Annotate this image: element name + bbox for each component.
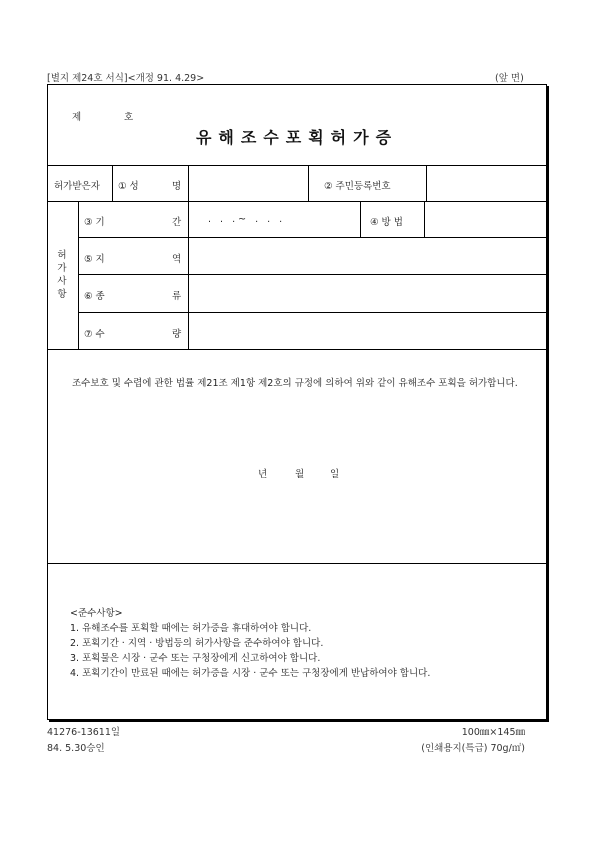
form-code: 41276-13611일 <box>47 727 121 738</box>
divider-line <box>48 165 546 166</box>
quantity-label: ⑦ 수 <box>84 329 105 340</box>
divider-line <box>426 165 427 201</box>
number-label-ho: 호 <box>124 112 134 123</box>
species-label-suffix: 류 <box>172 291 182 302</box>
area-label-suffix: 역 <box>172 254 182 265</box>
notes-item: 3. 포획물은 시장 · 군수 또는 구청장에게 신고하여야 합니다. <box>70 653 321 664</box>
resident-number-field[interactable] <box>431 171 541 197</box>
method-label: ④ 방 법 <box>370 217 403 228</box>
notes-heading: <준수사항> <box>70 608 123 619</box>
divider-line <box>188 201 189 349</box>
number-label-je: 제 <box>72 112 82 123</box>
holder-section-label: 허가받은자 <box>54 181 100 192</box>
notes-item: 4. 포획기간이 만료된 때에는 허가증을 시장 · 군수 또는 구청장에게 반납하여야 합니다. <box>70 668 431 679</box>
date-year-label: 년 <box>258 469 268 480</box>
period-label-suffix: 간 <box>172 217 182 228</box>
permit-section-label: 허가사항 <box>57 250 67 300</box>
compliance-notes <box>70 606 540 681</box>
paper-size: 100㎜×145㎜ <box>461 727 525 738</box>
quantity-label-suffix: 량 <box>172 329 182 340</box>
divider-line <box>424 201 425 237</box>
divider-line <box>78 237 546 238</box>
divider-line <box>78 312 546 313</box>
species-label: ⑥ 종 <box>84 291 105 302</box>
permit-form <box>47 84 547 720</box>
divider-line <box>308 165 309 201</box>
divider-line <box>112 165 113 201</box>
resident-number-label: ② 주민등록번호 <box>324 181 391 192</box>
quantity-field[interactable] <box>193 318 541 344</box>
date-day-label: 일 <box>330 469 340 480</box>
notes-item: 1. 유해조수를 포획할 때에는 허가증을 휴대하여야 합니다. <box>70 623 312 634</box>
divider-line <box>78 201 79 349</box>
species-field[interactable] <box>193 280 541 306</box>
method-field[interactable] <box>429 207 541 233</box>
divider-line <box>78 274 546 275</box>
divider-line <box>188 165 189 201</box>
area-field[interactable] <box>193 243 541 269</box>
form-number-header: [별지 제24호 서식]<개정 91. 4.29> <box>47 73 205 84</box>
name-label: ① 성 <box>118 181 139 192</box>
area-label: ⑤ 지 <box>84 254 105 265</box>
period-label: ③ 기 <box>84 217 105 228</box>
front-side-label: (앞 면) <box>495 73 524 84</box>
permit-statement: 조수보호 및 수렵에 관한 법률 제21조 제1항 제2호의 규정에 의하여 위와 같이 유해조수 포획을 허가합니다. <box>72 378 518 389</box>
approval-date: 84. 5.30승인 <box>47 743 105 754</box>
divider-line <box>360 201 361 237</box>
divider-line <box>48 349 546 350</box>
name-label-suffix: 명 <box>172 181 182 192</box>
divider-line <box>48 563 546 564</box>
divider-line <box>48 201 546 202</box>
name-field[interactable] <box>193 171 303 197</box>
paper-spec: (인쇄용지(특급) 70g/㎡) <box>421 743 525 754</box>
period-field[interactable]: . . .~ . . . <box>208 214 286 225</box>
date-month-label: 월 <box>295 469 305 480</box>
form-title: 유해조수포획허가증 <box>195 128 399 147</box>
notes-item: 2. 포획기간 · 지역 · 방법등의 허가사항을 준수하여야 합니다. <box>70 638 324 649</box>
